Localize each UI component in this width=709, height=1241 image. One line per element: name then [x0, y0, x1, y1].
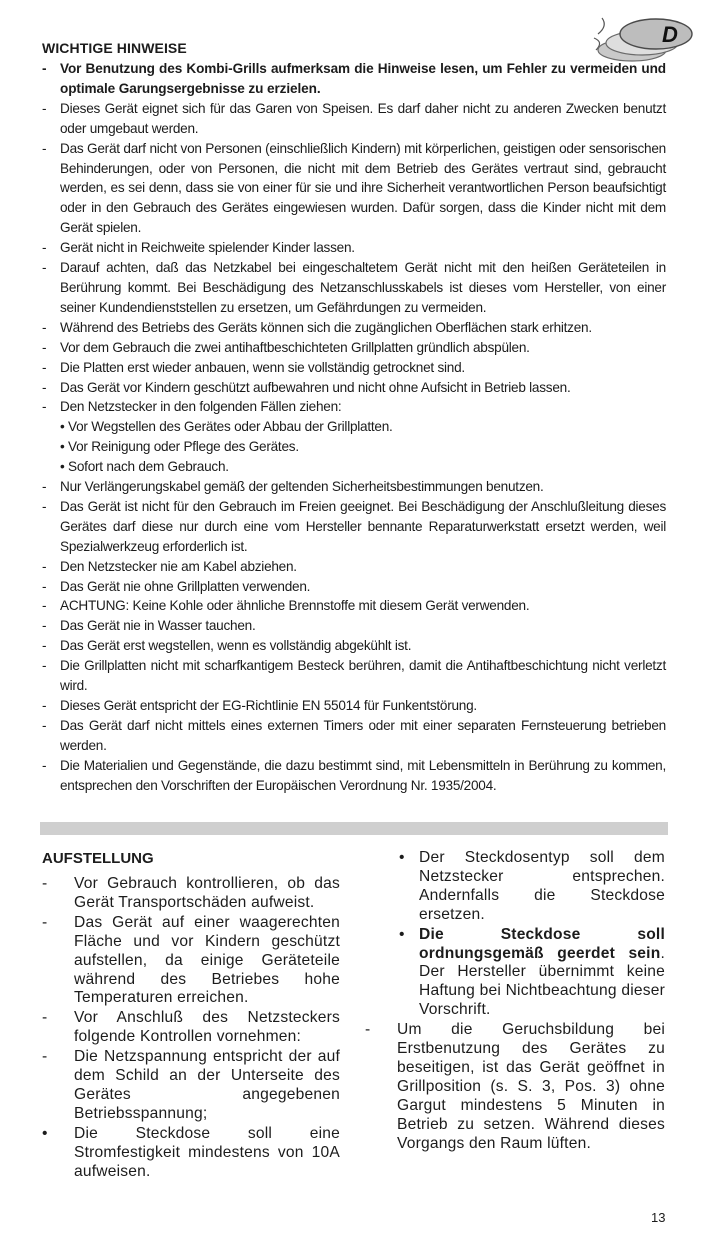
- hinweis-item: - Das Gerät vor Kindern geschützt aufbewahren und nicht ohne Aufsicht in Betrieb lassen.: [42, 378, 666, 398]
- emphasis-text: Die Steckdose soll ordnungsgemäß geerdet sein: [419, 925, 665, 962]
- hinweis-item: - Die Grillplatten nicht mit scharfkantigem Besteck berühren, damit die Antihaftbeschichtung nicht verletzt wird.: [42, 656, 666, 696]
- hinweis-item: - ACHTUNG: Keine Kohle oder ähnliche Brennstoffe mit diesem Gerät verwenden.: [42, 596, 666, 616]
- list-item: • Die Steckdose soll ordnungsgemäß geerdet sein. Der Hersteller übernimmt keine Haftung bei Nichtbeachtung dieser Vorschrift.: [399, 925, 665, 1019]
- hinweis-subitem: • Vor Wegstellen des Gerätes oder Abbau der Grillplatten.: [60, 419, 393, 435]
- hinweis-item: - Das Gerät nie in Wasser tauchen.: [42, 616, 666, 636]
- aufstellung-right-column: [365, 849, 665, 1155]
- hinweis-item: - Die Materialien und Gegenstände, die dazu bestimmt sind, mit Lebensmitteln in Berührung zu kommen, entsprechen den Vorschriften der Europäischen Verordnung Nr. 1935/2004.: [42, 756, 666, 796]
- hinweis-item: - Dieses Gerät entspricht der EG-Richtlinie EN 55014 für Funkentstörung.: [42, 696, 666, 716]
- hinweis-item: - Das Gerät erst wegstellen, wenn es vollständig abgekühlt ist.: [42, 636, 666, 656]
- hinweis-item: - Den Netzstecker nie am Kabel abziehen.: [42, 557, 666, 577]
- hinweis-item: - Das Gerät ist nicht für den Gebrauch im Freien geeignet. Bei Beschädigung der Anschlußleitung dieses Gerätes darf diese nur durch eine vom Hersteller bennante Reparaturwerkstatt ersetzt werden, weil Spezialwerkzeug erforderlich ist.: [42, 497, 666, 557]
- aufstellung-left-column: [42, 875, 340, 1183]
- hinweis-item: - Die Platten erst wieder anbauen, wenn sie vollständig getrocknet sind.: [42, 358, 666, 378]
- hinweis-item: - Gerät nicht in Reichweite spielender Kinder lassen.: [42, 238, 666, 258]
- language-badge: [590, 10, 700, 66]
- section-title-wichtige-hinweise: WICHTIGE HINWEISE: [42, 40, 187, 56]
- list-item: • Der Steckdosentyp soll dem Netzstecker entsprechen. Andernfalls die Steckdose ersetzen.: [399, 849, 665, 923]
- hinweis-subitem: • Vor Reinigung oder Pflege des Gerätes.: [60, 439, 299, 455]
- hinweis-item: - Vor Benutzung des Kombi-Grills aufmerksam die Hinweise lesen, um Fehler zu vermeiden und optimale Garungsergebnisse zu erzielen.: [42, 59, 666, 99]
- hinweis-item: - Das Gerät darf nicht mittels eines externen Timers oder mit einer separaten Fernsteuerung betrieben werden.: [42, 716, 666, 756]
- hinweis-item: - Vor dem Gebrauch die zwei antihaftbeschichteten Grillplatten gründlich abspülen.: [42, 338, 666, 358]
- hinweis-item: - Dieses Gerät eignet sich für das Garen von Speisen. Es darf daher nicht zu anderen Zwecken benutzt oder umgebaut werden.: [42, 99, 666, 139]
- hinweis-item: - Während des Betriebs des Geräts können sich die zugänglichen Oberflächen stark erhitzen.: [42, 318, 666, 338]
- hinweis-item: - Nur Verlängerungskabel gemäß der geltenden Sicherheitsbestimmungen benutzen.: [42, 477, 666, 497]
- list-item: - Vor Anschluß des Netzsteckers folgende Kontrollen vornehmen:: [42, 1009, 340, 1046]
- hinweise-list: [42, 59, 666, 796]
- section-title-aufstellung: AUFSTELLUNG: [42, 850, 154, 867]
- language-badge-letter: D: [662, 22, 678, 47]
- hinweis-item: - Den Netzstecker in den folgenden Fällen ziehen: • Vor Wegstellen des Gerätes oder Abbau der Grillplatten. • Vor Reinigung oder Pflege des Gerätes. • Sofort nach dem Gebrauch.: [42, 397, 666, 477]
- page-number: 13: [651, 1210, 666, 1225]
- list-item: • Die Steckdose soll eine Stromfestigkeit mindestens von 10A aufweisen.: [42, 1124, 340, 1180]
- list-item: - Vor Gebrauch kontrollieren, ob das Gerät Transportschäden aufweist.: [42, 875, 340, 911]
- hinweis-subitem: • Sofort nach dem Gebrauch.: [60, 459, 229, 475]
- hinweis-item: - Das Gerät nie ohne Grillplatten verwenden.: [42, 577, 666, 597]
- hinweis-item: - Das Gerät darf nicht von Personen (einschließlich Kindern) mit körperlichen, geistigen oder sensorischen Behinderungen, oder von Personen, die nicht mit dem Betrieb des Gerätes vertraut sind, gebraucht werden, es sei denn, dass sie von einer für sie und ihre Sicherheit verantwortlichen Person beaufsichtigt oder in den Gebrauch des Gerätes eingewiesen wurden. Dafür sorgen, dass die Kinder nicht mit dem Gerät spielen.: [42, 139, 666, 239]
- list-item: - Die Netzspannung entspricht der auf dem Schild an der Unterseite des Gerätes angegebenen Betriebsspannung;: [42, 1048, 340, 1122]
- list-item: - Um die Geruchsbildung bei Erstbenutzung des Gerätes zu beseitigen, ist das Gerät geöffnet in Grillposition (s. S. 3, Pos. 3) ohne Gargut mindestens 5 Minuten in Betrieb zu setzen. Während dieses Vorgangs den Raum lüften.: [365, 1021, 665, 1152]
- list-item: - Das Gerät auf einer waagerechten Fläche und vor Kindern geschützt aufstellen, da einige Geräteteile während des Betriebes hohe Temperaturen erreichen.: [42, 913, 340, 1007]
- section-divider: [40, 822, 668, 835]
- hinweis-item: - Darauf achten, daß das Netzkabel bei eingeschaltetem Gerät nicht mit den heißen Geräteteilen in Berührung kommt. Bei Beschädigung des Netzanschlusskabels ist dieses vom Hersteller, von einer seiner Kundendienststellen zu ersetzen, um Gefährdungen zu vermeiden.: [42, 258, 666, 318]
